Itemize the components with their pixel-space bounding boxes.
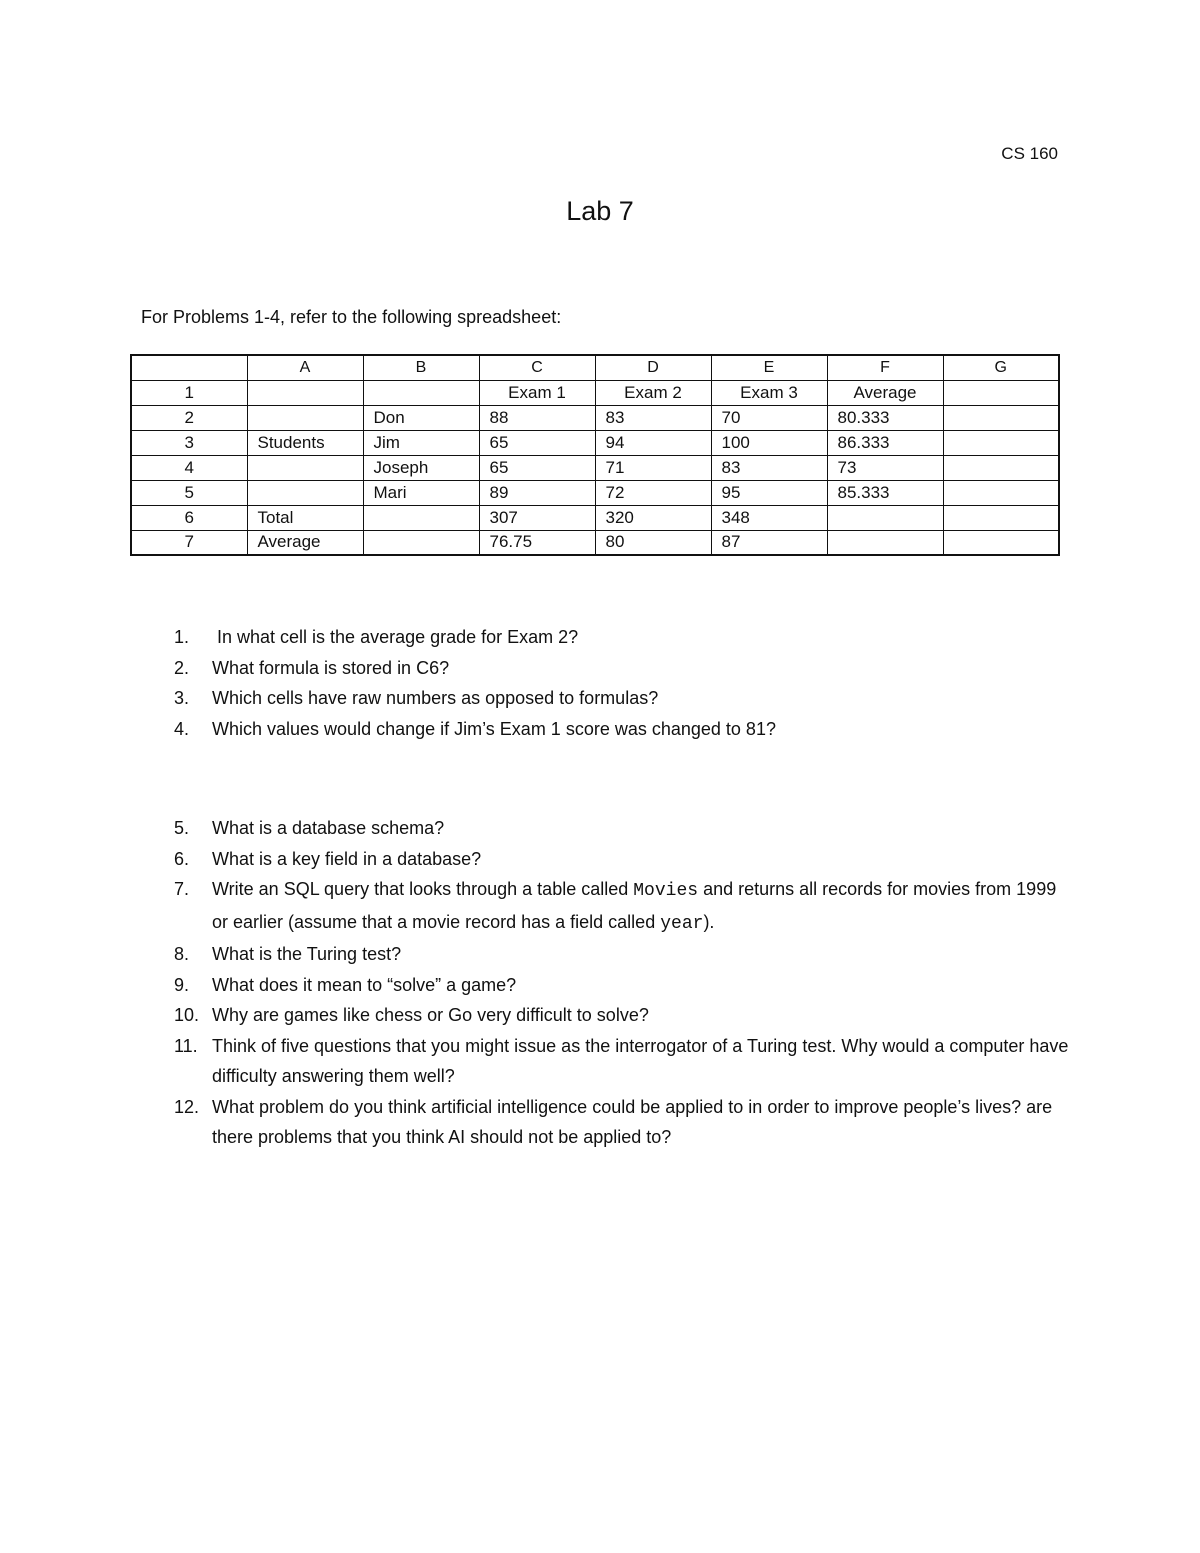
- table-cell: Average: [247, 530, 363, 555]
- page-title: Lab 7: [566, 196, 634, 226]
- question-number: 7.: [174, 879, 190, 899]
- table-cell: 87: [711, 530, 827, 555]
- question-item: [0, 874, 1072, 939]
- question-number: 2.: [174, 657, 190, 678]
- question-number: 5.: [174, 818, 190, 838]
- table-cell: Exam 1: [479, 380, 595, 405]
- table-cell: [943, 480, 1059, 505]
- table-cell: [943, 505, 1059, 530]
- question-text: Why are games like chess or Go very difficult to solve?: [212, 1005, 649, 1025]
- table-cell: [363, 380, 479, 405]
- table-cell: 86.333: [827, 430, 943, 455]
- question-item: [0, 970, 1072, 1001]
- table-cell: [943, 455, 1059, 480]
- question-item: [0, 1092, 1072, 1153]
- table-cell: 72: [595, 480, 711, 505]
- question-text: What problem do you think artificial intelligence could be applied to in order to improve people’s lives? are there problems that you think AI should not be applied to?: [212, 1096, 1053, 1147]
- table-cell: [943, 405, 1059, 430]
- table-row: [131, 505, 1059, 530]
- table-cell: 71: [595, 455, 711, 480]
- question-number: 11.: [174, 1035, 198, 1056]
- table-cell: [363, 505, 479, 530]
- question-item: [0, 653, 1072, 684]
- row-header-cell: 7: [131, 530, 247, 555]
- column-header-cell: D: [595, 355, 711, 380]
- column-header-cell: G: [943, 355, 1059, 380]
- table-cell: [943, 380, 1059, 405]
- question-item: [0, 714, 1072, 745]
- table-cell: Average: [827, 380, 943, 405]
- column-header-row: [131, 355, 1059, 380]
- question-text: What is a key field in a database?: [212, 848, 482, 869]
- question-number: 9.: [174, 974, 190, 995]
- question-number: 3.: [174, 688, 190, 708]
- column-header-cell: E: [711, 355, 827, 380]
- table-cell: 85.333: [827, 480, 943, 505]
- table-cell: 94: [595, 430, 711, 455]
- question-text: What does it mean to “solve” a game?: [212, 974, 517, 995]
- question-number: 1.: [174, 627, 190, 647]
- question-text: In what cell is the average grade for Exam 2?: [212, 627, 579, 647]
- question-item: [0, 683, 1072, 714]
- question-item: [0, 1031, 1072, 1092]
- table-cell: 348: [711, 505, 827, 530]
- table-cell: 100: [711, 430, 827, 455]
- row-header-cell: 3: [131, 430, 247, 455]
- table-cell: 70: [711, 405, 827, 430]
- table-row: [131, 455, 1059, 480]
- question-item: [0, 844, 1072, 875]
- table-cell: 80.333: [827, 405, 943, 430]
- table-cell: 88: [479, 405, 595, 430]
- table-cell: [943, 530, 1059, 555]
- question-text: What formula is stored in C6?: [212, 657, 450, 678]
- question-text: Which values would change if Jim’s Exam 1 score was changed to 81?: [212, 718, 776, 739]
- spreadsheet-table: [130, 354, 1060, 556]
- row-header-cell: 6: [131, 505, 247, 530]
- table-cell: Students: [247, 430, 363, 455]
- table-cell: 89: [479, 480, 595, 505]
- table-row: [131, 405, 1059, 430]
- table-cell: 83: [595, 405, 711, 430]
- question-item: [0, 622, 1072, 653]
- table-cell: [827, 505, 943, 530]
- column-header-cell: [131, 355, 247, 380]
- table-cell: 80: [595, 530, 711, 555]
- column-header-cell: B: [363, 355, 479, 380]
- table-cell: 307: [479, 505, 595, 530]
- row-header-cell: 1: [131, 380, 247, 405]
- question-number: 6.: [174, 848, 190, 869]
- question-number: 4.: [174, 718, 190, 739]
- column-header-cell: F: [827, 355, 943, 380]
- table-cell: 95: [711, 480, 827, 505]
- table-cell: Mari: [363, 480, 479, 505]
- question-text: and returns all records for movies from 1999 or earlier (assume that a movie record has a field called: [212, 879, 1057, 932]
- table-cell: Exam 3: [711, 380, 827, 405]
- table-cell: [363, 530, 479, 555]
- row-header-cell: 4: [131, 455, 247, 480]
- table-row: [131, 480, 1059, 505]
- intro-text: For Problems 1-4, refer to the following spreadsheet:: [141, 307, 562, 327]
- table-cell: Joseph: [363, 455, 479, 480]
- table-cell: [247, 480, 363, 505]
- table-cell: [247, 380, 363, 405]
- question-text: Which cells have raw numbers as opposed to formulas?: [212, 688, 659, 708]
- question-text: What is a database schema?: [212, 818, 445, 838]
- question-item: [0, 813, 1072, 844]
- table-cell: 76.75: [479, 530, 595, 555]
- table-cell: [827, 530, 943, 555]
- column-header-cell: C: [479, 355, 595, 380]
- table-cell: Exam 2: [595, 380, 711, 405]
- table-row: [131, 530, 1059, 555]
- table-cell: Jim: [363, 430, 479, 455]
- column-header-cell: A: [247, 355, 363, 380]
- question-list-part1: [0, 622, 1072, 744]
- table-cell: Total: [247, 505, 363, 530]
- table-cell: [247, 405, 363, 430]
- course-code: CS 160: [1001, 144, 1058, 163]
- code-field-name: year: [660, 913, 704, 934]
- question-item: [0, 1000, 1072, 1031]
- table-cell: 65: [479, 455, 595, 480]
- table-row: [131, 380, 1059, 405]
- question-text: Write an SQL query that looks through a table called: [212, 879, 634, 899]
- question-number: 8.: [174, 944, 190, 964]
- question-number: 10.: [174, 1005, 200, 1025]
- question-number: 12.: [174, 1096, 200, 1117]
- table-cell: [943, 430, 1059, 455]
- table-cell: 320: [595, 505, 711, 530]
- question-list-part2: [0, 813, 1072, 1153]
- row-header-cell: 5: [131, 480, 247, 505]
- code-table-name: Movies: [633, 881, 699, 901]
- table-cell: [247, 455, 363, 480]
- question-text: Think of five questions that you might issue as the interrogator of a Turing test. Why would a computer have difficulty answering them well?: [212, 1035, 1069, 1086]
- question-item: [0, 939, 1072, 970]
- question-text: What is the Turing test?: [212, 944, 402, 964]
- table-cell: 73: [827, 455, 943, 480]
- table-cell: Don: [363, 405, 479, 430]
- table-cell: 83: [711, 455, 827, 480]
- row-header-cell: 2: [131, 405, 247, 430]
- question-text: ).: [703, 911, 715, 932]
- table-cell: 65: [479, 430, 595, 455]
- table-row: [131, 430, 1059, 455]
